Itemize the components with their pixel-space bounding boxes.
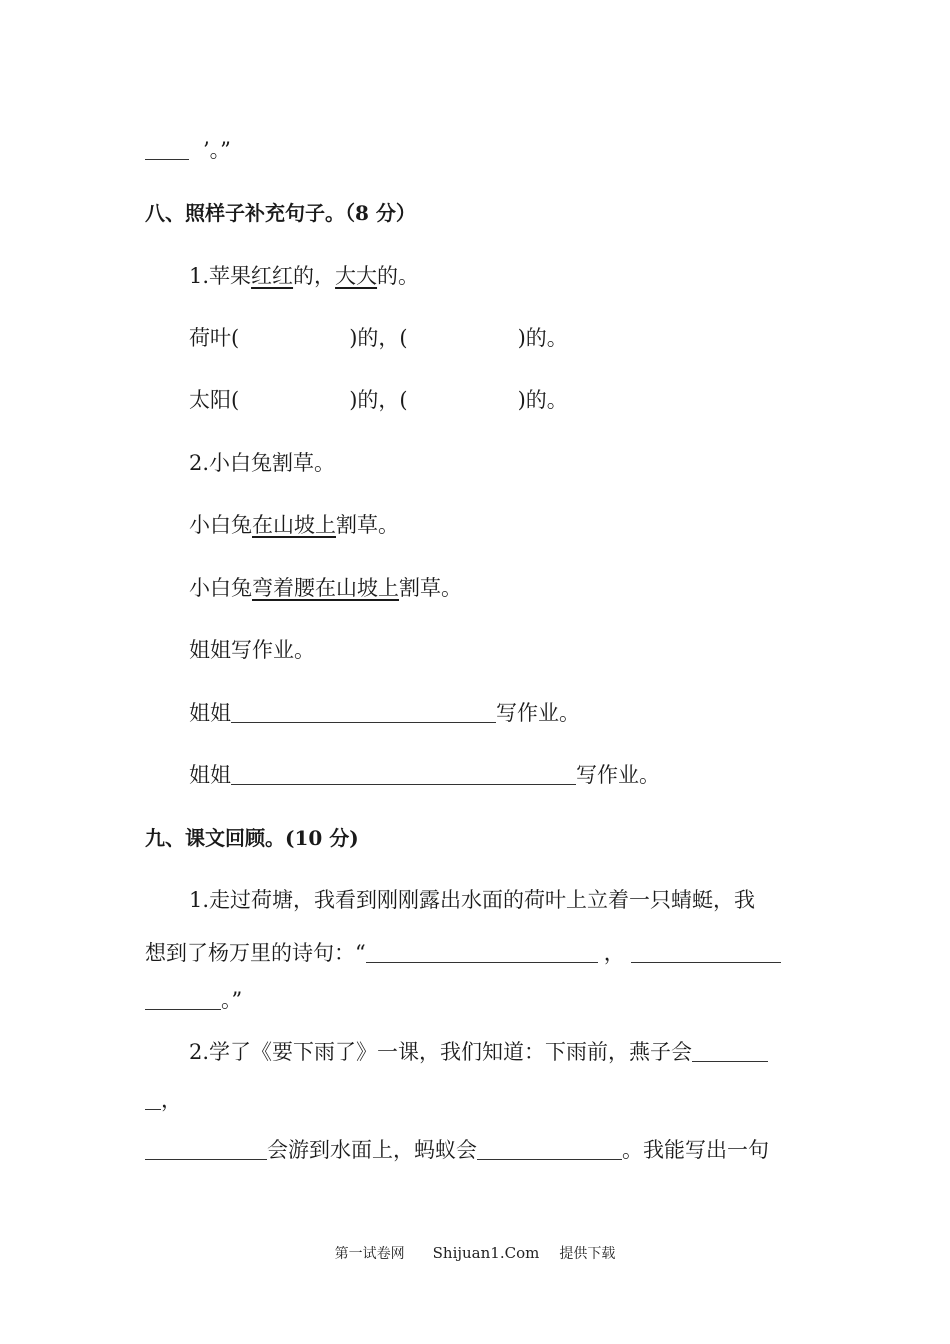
example-sentence-2: 小白兔弯着腰在山坡上割草。 — [189, 576, 462, 600]
section-8-title: 八、照样子补充句子。（8 分） — [145, 201, 416, 225]
example-sentence-1: 小白兔在山坡上割草。 — [189, 513, 399, 537]
answer-blank[interactable] — [231, 762, 576, 785]
section-9-q1-line2: 想到了杨万里的诗句：“ ， — [145, 938, 781, 968]
section-9-q2-line2: ， — [145, 1085, 182, 1115]
base-sentence: 姐姐写作业。 — [189, 638, 315, 662]
section-9-q1-line1: 1.走过荷塘，我看到刚刚露出水面的荷叶上立着一只蜻蜓，我 — [189, 888, 756, 912]
answer-blank[interactable] — [145, 137, 189, 160]
section-9-q1-line3: 。” — [145, 985, 242, 1015]
answer-blank[interactable] — [145, 1137, 267, 1160]
underlined-word: 红红 — [251, 264, 294, 288]
underlined-word: 大大 — [335, 264, 378, 288]
footer-left: 第一试卷网 — [334, 1246, 405, 1262]
answer-blank[interactable] — [145, 1087, 161, 1110]
section-8-q2-label: 2.小白兔割草。 — [189, 451, 336, 475]
answer-blank[interactable] — [692, 1039, 768, 1062]
fill-sentence-1: 姐姐 写作业。 — [189, 701, 580, 725]
answer-blank[interactable] — [477, 1137, 622, 1160]
page-footer — [0, 1243, 950, 1264]
fill-sentence-2: 姐姐 写作业。 — [189, 763, 660, 787]
section-9-title: 九、课文回顾。(10 分) — [145, 826, 359, 850]
answer-blank[interactable] — [231, 700, 496, 723]
answer-blank[interactable] — [145, 987, 221, 1010]
section-9-q2-line1: 2.学了《要下雨了》一课，我们知道：下雨前，燕子会 — [189, 1037, 768, 1067]
section-8-q1-example: 1.苹果红红的，大大的。 — [189, 264, 420, 288]
footer-site-link[interactable]: Shijuan1.Com — [432, 1244, 540, 1262]
underlined-phrase: 弯着腰在山坡上 — [252, 576, 399, 600]
previous-question-tail: ’。” — [145, 135, 231, 165]
row-taiyang: 太阳( )的，( )的。 — [189, 388, 568, 412]
footer-right: 提供下载 — [559, 1246, 616, 1262]
section-9-q2-line3: 会游到水面上，蚂蚁会 。我能写出一句 — [145, 1135, 769, 1165]
underlined-phrase: 在山坡上 — [252, 513, 336, 537]
answer-blank[interactable] — [366, 940, 598, 963]
answer-blank[interactable] — [631, 940, 781, 963]
row-heye: 荷叶( )的，( )的。 — [189, 326, 568, 350]
